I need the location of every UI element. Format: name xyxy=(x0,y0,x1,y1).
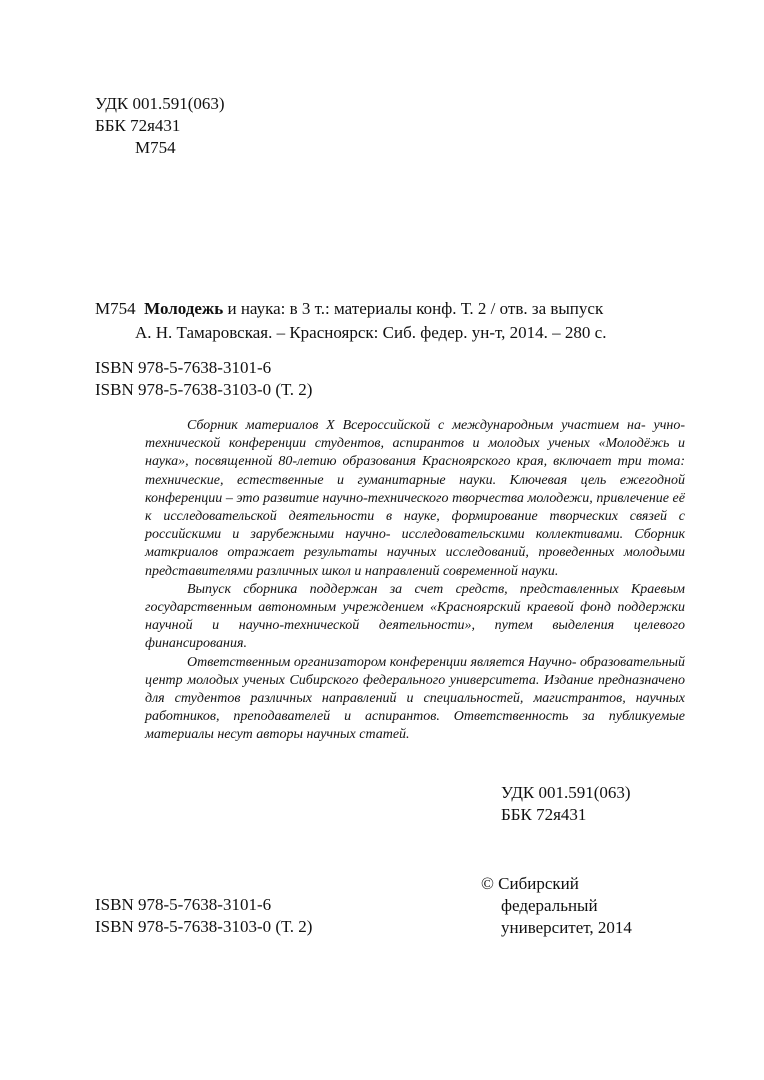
biblio-line-1 xyxy=(95,297,665,321)
classification-header xyxy=(95,93,225,159)
abstract-text: Ответственным организатором конференции является Научно- xyxy=(187,654,577,670)
classification-footer xyxy=(501,782,631,826)
abstract-paragraph-2 xyxy=(145,581,685,654)
isbn-set: ISBN 978-5-7638-3101-6 xyxy=(95,358,272,377)
abstract-text: государственным автономным учреждением «Красноярский краевой фонд xyxy=(145,600,611,616)
abstract-text: Ключевая цель ежегодной конференции – это развитие научно-технического xyxy=(145,472,685,506)
abstract-paragraph-3 xyxy=(145,654,685,745)
abstract-text: университета. Издание предназначено для студентов различных направлений и xyxy=(145,672,686,707)
abstract-text: различных школ и направлений современной науки. xyxy=(256,563,559,579)
bbk-code: ББК 72я431 xyxy=(501,805,587,824)
isbn-set: ISBN 978-5-7638-3101-6 xyxy=(95,895,272,914)
copyright-line: университет, 2014 xyxy=(501,918,632,937)
abstract-text: творчества молодежи, привлечение её к исследовательской деятельности в xyxy=(145,490,685,525)
abstract-text: учно-технической конференции студентов, аспирантов и молодых ученых xyxy=(145,418,685,452)
copyright-line: федеральный xyxy=(501,896,598,915)
biblio-title: Молодежь xyxy=(144,299,224,318)
author-mark: М754 xyxy=(135,138,176,157)
isbn-volume: ISBN 978-5-7638-3103-0 (Т. 2) xyxy=(95,917,313,936)
abstract-text: Выпуск сборника поддержан за счет средств, представленных Краевым xyxy=(187,581,685,597)
abstract xyxy=(145,417,685,745)
biblio-code: М754 xyxy=(95,299,136,318)
isbn-volume: ISBN 978-5-7638-3103-0 (Т. 2) xyxy=(95,380,313,399)
abstract-text: включает три тома: технические, естественные и гуманитарные науки. xyxy=(145,454,685,488)
biblio-line-2: А. Н. Тамаровская. – Красноярск: Сиб. федер. ун-т, 2014. – 280 с. xyxy=(135,323,607,342)
abstract-text: Сборник материалов X Всероссийской с международным участием на- xyxy=(187,418,646,433)
abstract-text: поддержки научной и научно-технической деятельности», путем выделения xyxy=(145,600,686,634)
bbk-code: ББК 72я431 xyxy=(95,116,181,135)
abstract-text: науке, формирование творческих связей с российскими и зарубежными научно- xyxy=(145,509,686,543)
udk-code: УДК 001.591(063) xyxy=(501,783,631,802)
abstract-text: «Молодёжь и наука», посвященной 80-летию образования Красноярского края, xyxy=(145,436,686,470)
bibliographic-record xyxy=(95,297,665,345)
copyright xyxy=(481,873,632,939)
abstract-text: исследовательскими коллективами. Сборник маткриалов отражает xyxy=(145,527,685,561)
abstract-text: научных статей. xyxy=(306,727,410,743)
copyright-line: © Сибирский xyxy=(481,874,579,893)
abstract-text: результаты научных исследований, проведенных молодыми представителями xyxy=(145,545,686,579)
abstract-paragraph-1 xyxy=(145,417,685,581)
isbn-bottom xyxy=(95,894,312,938)
udk-code: УДК 001.591(063) xyxy=(95,94,225,113)
abstract-text: специальностей, магистрантов, научных работников, преподавателей и xyxy=(145,691,686,725)
abstract-text: целевого финансирования. xyxy=(145,618,685,652)
biblio-description: и наука: в 3 т.: материалы конф. Т. 2 / отв. за выпуск xyxy=(227,299,604,318)
abstract-text: образовательный центр молодых ученых Сибирского федерального xyxy=(145,654,685,688)
isbn-top xyxy=(95,357,312,401)
abstract-text: аспирантов. Ответственность за публикуемые материалы несут авторы xyxy=(145,709,685,743)
